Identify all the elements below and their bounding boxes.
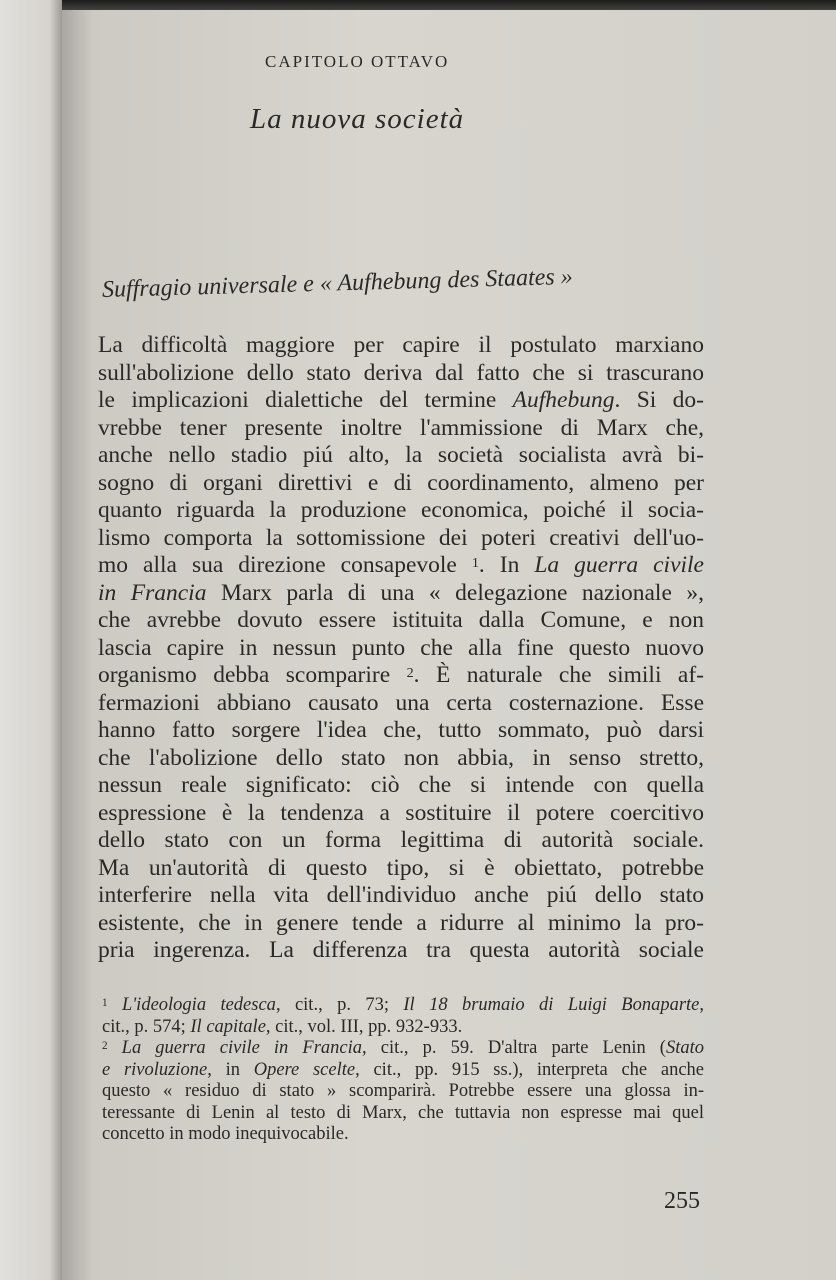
body-line bbox=[98, 937, 704, 965]
text-segment: . Si do- bbox=[614, 387, 704, 413]
footnote-marker: 2 bbox=[102, 1040, 108, 1053]
text-segment: . È naturale che simili af- bbox=[413, 662, 705, 688]
italic-text: in Francia bbox=[98, 579, 207, 606]
text-segment: , cit., p. 73; bbox=[275, 995, 404, 1015]
body-line bbox=[98, 717, 704, 745]
text-segment: sull'abolizione dello stato deriva dal fatto che si trascurano bbox=[98, 359, 704, 386]
text-segment: questo « residuo di stato » scomparirà. Potrebbe essere una glossa in- bbox=[102, 1081, 704, 1101]
text-segment: organismo debba scomparire bbox=[98, 662, 407, 688]
italic-text: Stato bbox=[665, 1038, 704, 1058]
footnote-line bbox=[102, 1017, 704, 1039]
footnote-line bbox=[102, 1038, 704, 1060]
chapter-label: CAPITOLO OTTAVO bbox=[265, 52, 450, 71]
italic-text: La guerra civile in Francia bbox=[121, 1038, 363, 1058]
text-segment: anche nello stadio piú alto, la società socialista avrà bi- bbox=[98, 442, 704, 468]
footnotes bbox=[102, 995, 704, 1146]
text-segment: mo alla sua direzione consapevole bbox=[98, 552, 472, 578]
body-line bbox=[98, 442, 704, 470]
text-segment: . In bbox=[478, 552, 535, 578]
text-segment: che l'abolizione dello stato non abbia, in senso stretto, bbox=[98, 744, 704, 771]
body-line bbox=[98, 607, 704, 635]
body-line bbox=[98, 827, 704, 855]
text-segment: interferire nella vita dell'individuo anche piú dello stato bbox=[98, 882, 704, 908]
body-line bbox=[98, 910, 704, 938]
italic-text: Il capitale bbox=[190, 1016, 266, 1037]
body-line bbox=[98, 415, 704, 443]
body-line bbox=[98, 800, 704, 828]
text-segment: hanno fatto sorgere l'idea che, tutto sommato, può darsi bbox=[98, 717, 704, 743]
body-line bbox=[98, 745, 704, 773]
text-segment: quanto riguarda la produzione economica, poiché il socia- bbox=[98, 497, 704, 523]
footnote-marker: 2 bbox=[406, 665, 414, 682]
text-segment: pria ingerenza. La differenza tra questa autorità sociale bbox=[98, 937, 704, 963]
text-segment: nessun reale significato: ciò che si intende con quella bbox=[98, 772, 704, 798]
text-segment: , bbox=[699, 995, 704, 1015]
body-line bbox=[98, 470, 704, 498]
text-segment: Ma un'autorità di questo tipo, si è obiettato, potrebbe bbox=[98, 854, 704, 881]
text-segment: che avrebbe dovuto essere istituita dalla Comune, e non bbox=[98, 607, 704, 633]
italic-text: Il 18 brumaio di Luigi Bonaparte bbox=[403, 995, 700, 1015]
body-line bbox=[98, 690, 704, 718]
footnote-line bbox=[102, 1103, 704, 1125]
text-segment: teressante di Lenin al testo di Marx, che tuttavia non espresse mai quel bbox=[102, 1102, 704, 1123]
body-line bbox=[98, 332, 704, 360]
footnote-line bbox=[102, 995, 704, 1017]
footnote-marker: 1 bbox=[471, 555, 479, 572]
text-segment: Marx parla di una « delegazione nazionale », bbox=[206, 579, 704, 606]
book-page bbox=[62, 10, 836, 1280]
footnote-line bbox=[102, 1060, 704, 1082]
text-segment: , cit., vol. III, pp. 932-933. bbox=[265, 1016, 463, 1037]
text-segment: fermazioni abbiano causato una certa costernazione. Esse bbox=[98, 689, 704, 716]
text-segment: sogno di organi direttivi e di coordinamento, almeno per bbox=[98, 469, 704, 496]
text-segment: concetto in modo inequivocabile. bbox=[102, 1124, 349, 1144]
italic-text: Aufhebung bbox=[512, 387, 615, 413]
italic-text: La guerra civile bbox=[534, 552, 704, 578]
text-segment: dello stato con un forma legittima di autorità sociale. bbox=[98, 827, 704, 853]
page-number: 255 bbox=[664, 1188, 700, 1214]
body-line bbox=[98, 882, 704, 910]
section-heading: Suffragio universale e « Aufhebung des Staates » bbox=[101, 263, 574, 303]
body-line bbox=[98, 387, 704, 415]
text-segment: , cit., pp. 915 ss.), interpreta che anche bbox=[355, 1059, 705, 1080]
text-segment: La difficoltà maggiore per capire il postulato marxiano bbox=[98, 332, 704, 358]
italic-text: e rivoluzione bbox=[102, 1059, 208, 1080]
body-line bbox=[98, 772, 704, 800]
footnote-marker: 1 bbox=[102, 997, 108, 1010]
facing-page-edge bbox=[0, 0, 62, 1280]
text-segment bbox=[108, 995, 122, 1015]
body-text bbox=[98, 332, 704, 965]
italic-text: L'ideologia tedesca bbox=[121, 995, 276, 1015]
body-line bbox=[98, 580, 704, 608]
text-segment: lismo comporta la sottomissione dei poteri creativi dell'uo- bbox=[98, 524, 704, 551]
footnote-line bbox=[102, 1081, 704, 1103]
text-segment: le implicazioni dialettiche del termine bbox=[98, 387, 513, 413]
italic-text: Opere scelte bbox=[253, 1059, 356, 1080]
body-line bbox=[98, 497, 704, 525]
footnote-line bbox=[102, 1124, 704, 1146]
text-segment: , cit., p. 59. D'altra parte Lenin ( bbox=[362, 1038, 666, 1058]
body-line bbox=[98, 855, 704, 883]
chapter-title: La nuova società bbox=[250, 103, 465, 135]
body-line bbox=[98, 635, 704, 663]
text-segment: espressione è la tendenza a sostituire il potere coercitivo bbox=[98, 799, 704, 826]
text-segment: vrebbe tener presente inoltre l'ammissione di Marx che, bbox=[98, 414, 704, 441]
body-line bbox=[98, 662, 704, 690]
body-line bbox=[98, 360, 704, 388]
text-segment: lascia capire in nessun punto che alla fine questo nuovo bbox=[98, 634, 704, 661]
text-segment: esistente, che in genere tende a ridurre al minimo la pro- bbox=[98, 909, 704, 936]
text-segment: , in bbox=[207, 1059, 254, 1080]
text-segment: cit., p. 574; bbox=[102, 1016, 191, 1037]
text-segment bbox=[108, 1038, 122, 1058]
body-line bbox=[98, 552, 704, 580]
body-line bbox=[98, 525, 704, 553]
